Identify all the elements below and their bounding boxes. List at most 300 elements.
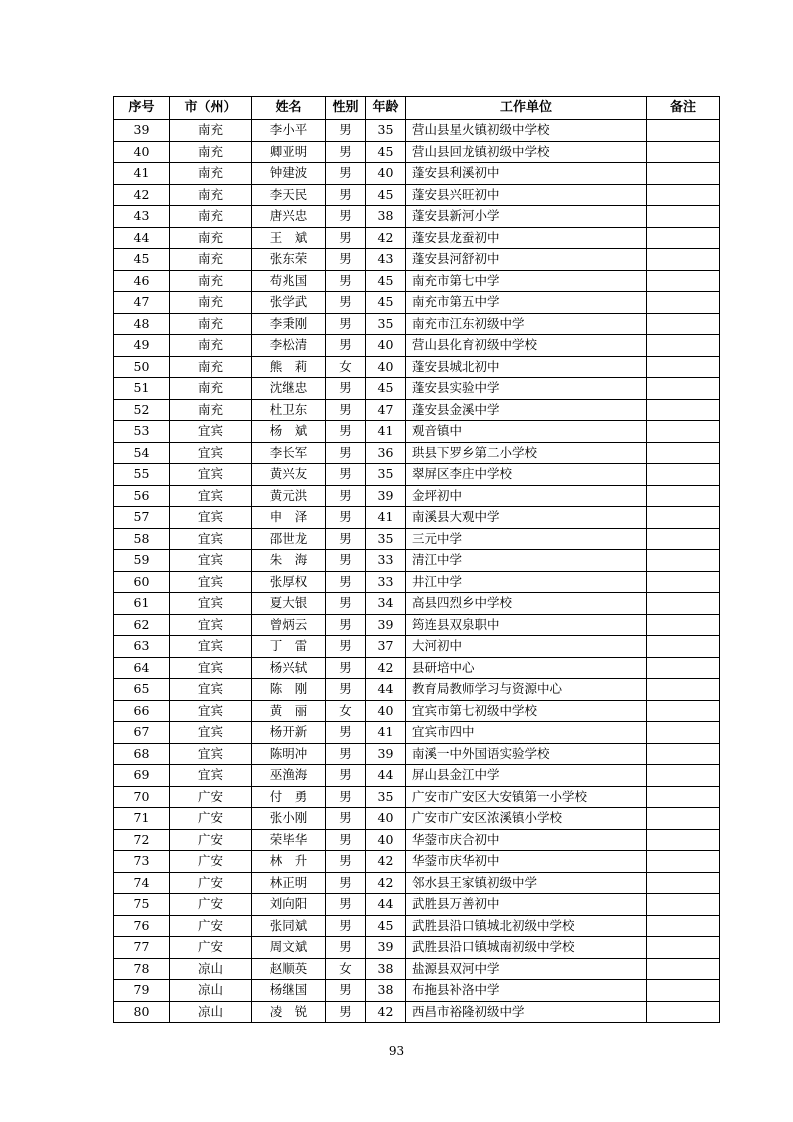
cell-city: 南充	[170, 378, 252, 400]
table-row	[114, 378, 720, 400]
header-remarks: 备注	[647, 97, 720, 120]
cell-serial-number: 69	[114, 765, 170, 787]
cell-serial-number: 39	[114, 120, 170, 142]
cell-workplace: 广安市广安区浓溪镇小学校	[406, 808, 647, 830]
cell-age: 42	[366, 851, 406, 873]
cell-city: 南充	[170, 163, 252, 185]
cell-city: 宜宾	[170, 743, 252, 765]
cell-remarks	[647, 507, 720, 529]
cell-remarks	[647, 657, 720, 679]
cell-workplace: 南溪县大观中学	[406, 507, 647, 529]
table-row	[114, 894, 720, 916]
cell-age: 40	[366, 808, 406, 830]
cell-gender: 男	[326, 657, 366, 679]
table-row	[114, 829, 720, 851]
cell-age: 45	[366, 915, 406, 937]
cell-workplace: 蓬安县新河小学	[406, 206, 647, 228]
cell-workplace: 南充市第七中学	[406, 270, 647, 292]
cell-name: 张厚权	[252, 571, 326, 593]
cell-city: 宜宾	[170, 442, 252, 464]
cell-remarks	[647, 464, 720, 486]
cell-serial-number: 55	[114, 464, 170, 486]
cell-remarks	[647, 851, 720, 873]
cell-serial-number: 60	[114, 571, 170, 593]
cell-age: 35	[366, 120, 406, 142]
cell-age: 35	[366, 786, 406, 808]
table-row	[114, 786, 720, 808]
table-row	[114, 292, 720, 314]
cell-remarks	[647, 614, 720, 636]
cell-name: 黄元洪	[252, 485, 326, 507]
cell-remarks	[647, 184, 720, 206]
cell-city: 广安	[170, 829, 252, 851]
page-number: 93	[388, 1044, 405, 1058]
table-row	[114, 722, 720, 744]
header-age: 年龄	[366, 97, 406, 120]
cell-gender: 男	[326, 1001, 366, 1023]
cell-serial-number: 76	[114, 915, 170, 937]
cell-gender: 男	[326, 313, 366, 335]
cell-city: 南充	[170, 120, 252, 142]
table-row	[114, 270, 720, 292]
cell-gender: 男	[326, 872, 366, 894]
cell-remarks	[647, 120, 720, 142]
cell-workplace: 蓬安县金溪中学	[406, 399, 647, 421]
cell-age: 44	[366, 679, 406, 701]
cell-city: 宜宾	[170, 614, 252, 636]
cell-age: 45	[366, 184, 406, 206]
cell-age: 34	[366, 593, 406, 615]
cell-gender: 男	[326, 550, 366, 572]
cell-name: 张同斌	[252, 915, 326, 937]
cell-gender: 女	[326, 958, 366, 980]
cell-name: 付 勇	[252, 786, 326, 808]
cell-name: 林 升	[252, 851, 326, 873]
table-row	[114, 227, 720, 249]
cell-city: 广安	[170, 808, 252, 830]
cell-workplace: 筠连县双泉职中	[406, 614, 647, 636]
cell-workplace: 大河初中	[406, 636, 647, 658]
table-row	[114, 485, 720, 507]
cell-city: 宜宾	[170, 528, 252, 550]
cell-serial-number: 47	[114, 292, 170, 314]
cell-name: 赵顺英	[252, 958, 326, 980]
table-row	[114, 249, 720, 271]
table-row	[114, 464, 720, 486]
cell-gender: 男	[326, 915, 366, 937]
cell-name: 张小刚	[252, 808, 326, 830]
cell-name: 林正明	[252, 872, 326, 894]
cell-gender: 男	[326, 292, 366, 314]
cell-remarks	[647, 399, 720, 421]
cell-name: 凌 锐	[252, 1001, 326, 1023]
cell-name: 杨开新	[252, 722, 326, 744]
cell-workplace: 清江中学	[406, 550, 647, 572]
cell-city: 南充	[170, 249, 252, 271]
cell-workplace: 蓬安县龙蚕初中	[406, 227, 647, 249]
cell-remarks	[647, 958, 720, 980]
cell-name: 熊 莉	[252, 356, 326, 378]
cell-city: 南充	[170, 141, 252, 163]
cell-name: 朱 海	[252, 550, 326, 572]
table-row	[114, 550, 720, 572]
cell-age: 35	[366, 313, 406, 335]
cell-city: 广安	[170, 786, 252, 808]
cell-remarks	[647, 163, 720, 185]
cell-workplace: 珙县下罗乡第二小学校	[406, 442, 647, 464]
cell-city: 宜宾	[170, 550, 252, 572]
cell-age: 40	[366, 335, 406, 357]
cell-age: 40	[366, 356, 406, 378]
cell-serial-number: 70	[114, 786, 170, 808]
cell-workplace: 高县四烈乡中学校	[406, 593, 647, 615]
cell-gender: 男	[326, 851, 366, 873]
cell-gender: 男	[326, 786, 366, 808]
cell-workplace: 宜宾市第七初级中学校	[406, 700, 647, 722]
table-row	[114, 743, 720, 765]
cell-name: 卿亚明	[252, 141, 326, 163]
cell-city: 南充	[170, 313, 252, 335]
table-row	[114, 571, 720, 593]
table-row	[114, 120, 720, 142]
table-row	[114, 700, 720, 722]
cell-gender: 男	[326, 614, 366, 636]
cell-remarks	[647, 141, 720, 163]
cell-serial-number: 41	[114, 163, 170, 185]
cell-serial-number: 40	[114, 141, 170, 163]
cell-serial-number: 61	[114, 593, 170, 615]
cell-workplace: 蓬安县河舒初中	[406, 249, 647, 271]
cell-workplace: 邻水县王家镇初级中学	[406, 872, 647, 894]
cell-remarks	[647, 743, 720, 765]
table-body	[114, 120, 720, 1023]
cell-gender: 男	[326, 421, 366, 443]
cell-city: 凉山	[170, 980, 252, 1002]
cell-workplace: 营山县化育初级中学校	[406, 335, 647, 357]
cell-name: 巫渔海	[252, 765, 326, 787]
cell-remarks	[647, 485, 720, 507]
cell-serial-number: 52	[114, 399, 170, 421]
cell-name: 李松清	[252, 335, 326, 357]
cell-age: 42	[366, 872, 406, 894]
cell-name: 黄兴友	[252, 464, 326, 486]
cell-workplace: 观音镇中	[406, 421, 647, 443]
cell-workplace: 武胜县万善初中	[406, 894, 647, 916]
cell-city: 南充	[170, 292, 252, 314]
cell-serial-number: 51	[114, 378, 170, 400]
cell-city: 凉山	[170, 958, 252, 980]
cell-city: 宜宾	[170, 657, 252, 679]
cell-remarks	[647, 270, 720, 292]
cell-gender: 男	[326, 571, 366, 593]
cell-city: 广安	[170, 894, 252, 916]
cell-city: 广安	[170, 851, 252, 873]
cell-name: 李小平	[252, 120, 326, 142]
cell-gender: 男	[326, 227, 366, 249]
cell-age: 40	[366, 829, 406, 851]
cell-remarks	[647, 872, 720, 894]
cell-serial-number: 75	[114, 894, 170, 916]
table-row	[114, 421, 720, 443]
table-row	[114, 915, 720, 937]
cell-remarks	[647, 636, 720, 658]
cell-city: 宜宾	[170, 636, 252, 658]
header-name: 姓名	[252, 97, 326, 120]
cell-name: 周文斌	[252, 937, 326, 959]
cell-age: 35	[366, 528, 406, 550]
cell-city: 南充	[170, 270, 252, 292]
cell-name: 刘向阳	[252, 894, 326, 916]
cell-age: 42	[366, 1001, 406, 1023]
cell-serial-number: 71	[114, 808, 170, 830]
cell-remarks	[647, 980, 720, 1002]
cell-remarks	[647, 722, 720, 744]
cell-remarks	[647, 829, 720, 851]
cell-city: 宜宾	[170, 700, 252, 722]
cell-gender: 男	[326, 765, 366, 787]
table-row	[114, 593, 720, 615]
table-row	[114, 141, 720, 163]
cell-name: 李长军	[252, 442, 326, 464]
cell-serial-number: 78	[114, 958, 170, 980]
cell-gender: 男	[326, 163, 366, 185]
cell-serial-number: 57	[114, 507, 170, 529]
cell-gender: 男	[326, 722, 366, 744]
cell-age: 38	[366, 958, 406, 980]
cell-city: 宜宾	[170, 421, 252, 443]
cell-age: 39	[366, 743, 406, 765]
cell-remarks	[647, 292, 720, 314]
cell-age: 38	[366, 980, 406, 1002]
cell-gender: 男	[326, 378, 366, 400]
cell-serial-number: 54	[114, 442, 170, 464]
cell-workplace: 南充市江东初级中学	[406, 313, 647, 335]
cell-gender: 女	[326, 700, 366, 722]
cell-gender: 男	[326, 829, 366, 851]
cell-serial-number: 63	[114, 636, 170, 658]
cell-age: 45	[366, 141, 406, 163]
cell-age: 37	[366, 636, 406, 658]
cell-name: 荣毕华	[252, 829, 326, 851]
cell-gender: 男	[326, 593, 366, 615]
table-row	[114, 184, 720, 206]
cell-city: 宜宾	[170, 507, 252, 529]
cell-gender: 男	[326, 894, 366, 916]
cell-gender: 男	[326, 120, 366, 142]
cell-name: 黄 丽	[252, 700, 326, 722]
cell-age: 47	[366, 399, 406, 421]
cell-serial-number: 74	[114, 872, 170, 894]
cell-serial-number: 48	[114, 313, 170, 335]
cell-age: 36	[366, 442, 406, 464]
cell-remarks	[647, 1001, 720, 1023]
cell-serial-number: 42	[114, 184, 170, 206]
cell-city: 广安	[170, 937, 252, 959]
cell-workplace: 翠屏区李庄中学校	[406, 464, 647, 486]
cell-gender: 男	[326, 507, 366, 529]
cell-age: 40	[366, 163, 406, 185]
roster-table	[113, 96, 720, 1023]
cell-remarks	[647, 894, 720, 916]
cell-city: 南充	[170, 227, 252, 249]
cell-remarks	[647, 227, 720, 249]
cell-serial-number: 43	[114, 206, 170, 228]
cell-serial-number: 73	[114, 851, 170, 873]
cell-name: 王 斌	[252, 227, 326, 249]
cell-name: 杜卫东	[252, 399, 326, 421]
cell-name: 陈明冲	[252, 743, 326, 765]
cell-age: 45	[366, 270, 406, 292]
cell-serial-number: 68	[114, 743, 170, 765]
cell-remarks	[647, 765, 720, 787]
cell-name: 唐兴忠	[252, 206, 326, 228]
cell-workplace: 武胜县沿口镇城北初级中学校	[406, 915, 647, 937]
cell-age: 45	[366, 292, 406, 314]
cell-name: 李天民	[252, 184, 326, 206]
cell-serial-number: 53	[114, 421, 170, 443]
cell-city: 宜宾	[170, 593, 252, 615]
table-header-row	[114, 97, 720, 120]
cell-remarks	[647, 915, 720, 937]
cell-name: 张学武	[252, 292, 326, 314]
cell-city: 宜宾	[170, 765, 252, 787]
cell-serial-number: 77	[114, 937, 170, 959]
cell-age: 39	[366, 937, 406, 959]
cell-name: 沈继忠	[252, 378, 326, 400]
cell-name: 邵世龙	[252, 528, 326, 550]
cell-age: 33	[366, 571, 406, 593]
cell-city: 宜宾	[170, 485, 252, 507]
cell-workplace: 武胜县沿口镇城南初级中学校	[406, 937, 647, 959]
cell-workplace: 广安市广安区大安镇第一小学校	[406, 786, 647, 808]
cell-remarks	[647, 808, 720, 830]
cell-workplace: 蓬安县城北初中	[406, 356, 647, 378]
cell-serial-number: 56	[114, 485, 170, 507]
cell-gender: 男	[326, 528, 366, 550]
cell-name: 曾炳云	[252, 614, 326, 636]
cell-serial-number: 79	[114, 980, 170, 1002]
table-row	[114, 163, 720, 185]
cell-age: 41	[366, 421, 406, 443]
cell-serial-number: 58	[114, 528, 170, 550]
cell-age: 39	[366, 614, 406, 636]
table-row	[114, 980, 720, 1002]
cell-gender: 男	[326, 980, 366, 1002]
cell-name: 钟建波	[252, 163, 326, 185]
table-row	[114, 528, 720, 550]
cell-age: 44	[366, 894, 406, 916]
table-row	[114, 356, 720, 378]
cell-workplace: 金坪初中	[406, 485, 647, 507]
cell-serial-number: 72	[114, 829, 170, 851]
cell-gender: 男	[326, 937, 366, 959]
cell-city: 南充	[170, 399, 252, 421]
table-row	[114, 937, 720, 959]
cell-serial-number: 65	[114, 679, 170, 701]
table-row	[114, 657, 720, 679]
cell-age: 38	[366, 206, 406, 228]
cell-city: 宜宾	[170, 679, 252, 701]
table-row	[114, 636, 720, 658]
cell-gender: 女	[326, 356, 366, 378]
cell-age: 44	[366, 765, 406, 787]
cell-workplace: 布拖县补洛中学	[406, 980, 647, 1002]
cell-workplace: 教育局教师学习与资源中心	[406, 679, 647, 701]
cell-city: 宜宾	[170, 722, 252, 744]
cell-serial-number: 80	[114, 1001, 170, 1023]
cell-serial-number: 50	[114, 356, 170, 378]
cell-gender: 男	[326, 270, 366, 292]
cell-name: 杨兴轼	[252, 657, 326, 679]
cell-remarks	[647, 593, 720, 615]
cell-remarks	[647, 786, 720, 808]
cell-remarks	[647, 335, 720, 357]
cell-gender: 男	[326, 679, 366, 701]
cell-serial-number: 49	[114, 335, 170, 357]
table-row	[114, 614, 720, 636]
cell-remarks	[647, 356, 720, 378]
cell-serial-number: 62	[114, 614, 170, 636]
cell-serial-number: 67	[114, 722, 170, 744]
header-city: 市（州）	[170, 97, 252, 120]
cell-remarks	[647, 313, 720, 335]
cell-serial-number: 66	[114, 700, 170, 722]
cell-workplace: 屏山县金江中学	[406, 765, 647, 787]
cell-serial-number: 44	[114, 227, 170, 249]
table-row	[114, 313, 720, 335]
table-row	[114, 851, 720, 873]
table-row	[114, 679, 720, 701]
cell-workplace: 蓬安县实验中学	[406, 378, 647, 400]
cell-name: 丁 雷	[252, 636, 326, 658]
cell-gender: 男	[326, 335, 366, 357]
table-row	[114, 507, 720, 529]
cell-remarks	[647, 528, 720, 550]
cell-remarks	[647, 700, 720, 722]
cell-city: 宜宾	[170, 571, 252, 593]
cell-name: 申 泽	[252, 507, 326, 529]
cell-gender: 男	[326, 184, 366, 206]
cell-city: 广安	[170, 872, 252, 894]
cell-remarks	[647, 571, 720, 593]
cell-workplace: 营山县星火镇初级中学校	[406, 120, 647, 142]
table-row	[114, 765, 720, 787]
header-workplace: 工作单位	[406, 97, 647, 120]
cell-age: 35	[366, 464, 406, 486]
cell-gender: 男	[326, 141, 366, 163]
cell-age: 40	[366, 700, 406, 722]
cell-name: 杨 斌	[252, 421, 326, 443]
table-row	[114, 1001, 720, 1023]
cell-age: 45	[366, 378, 406, 400]
cell-city: 广安	[170, 915, 252, 937]
cell-workplace: 三元中学	[406, 528, 647, 550]
table-row	[114, 206, 720, 228]
cell-workplace: 营山县回龙镇初级中学校	[406, 141, 647, 163]
cell-workplace: 盐源县双河中学	[406, 958, 647, 980]
cell-workplace: 南溪一中外国语实验学校	[406, 743, 647, 765]
cell-workplace: 蓬安县利溪初中	[406, 163, 647, 185]
cell-name: 陈 刚	[252, 679, 326, 701]
table-row	[114, 399, 720, 421]
header-serial-number: 序号	[114, 97, 170, 120]
cell-workplace: 西昌市裕隆初级中学	[406, 1001, 647, 1023]
table-row	[114, 808, 720, 830]
table-row	[114, 872, 720, 894]
cell-city: 南充	[170, 206, 252, 228]
cell-remarks	[647, 206, 720, 228]
cell-remarks	[647, 249, 720, 271]
